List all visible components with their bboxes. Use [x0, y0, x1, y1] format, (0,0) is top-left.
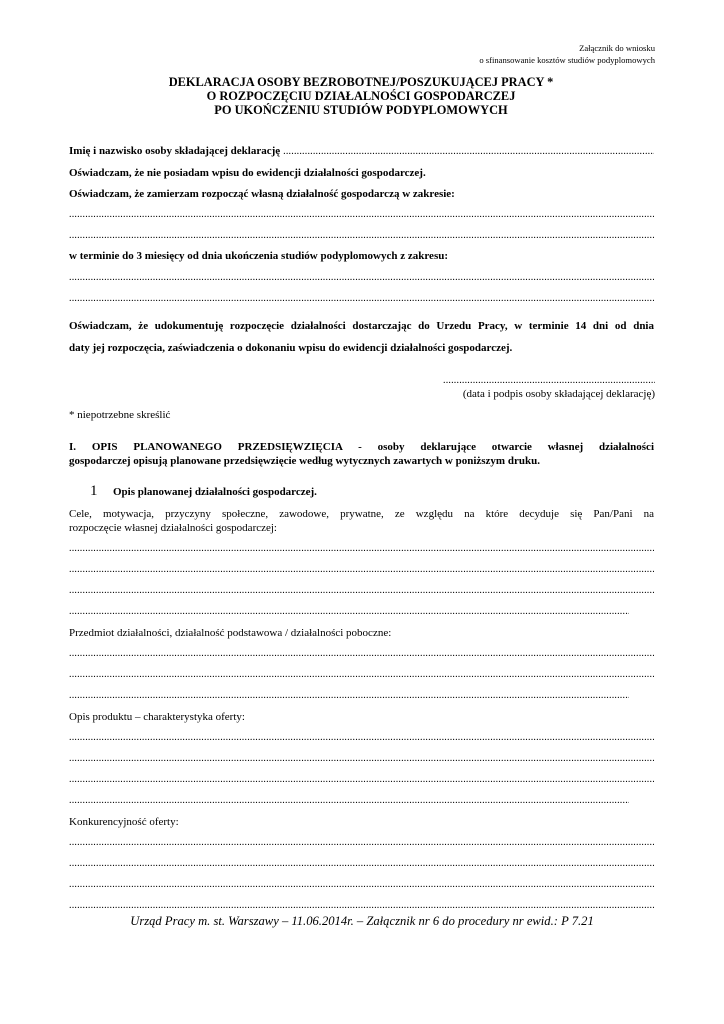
subject-label: Przedmiot działalności, działalność podstawowa / działalności poboczne:: [69, 627, 392, 639]
competitiveness-line-3[interactable]: [69, 879, 654, 891]
section1-heading-line1: I. OPIS PLANOWANEGO PRZEDSIĘWZIĘCIA - osoby deklarujące otwarcie własnej działalności: [69, 441, 654, 453]
goals-line-2[interactable]: [69, 564, 654, 576]
competitiveness-line-4[interactable]: [69, 900, 654, 912]
product-line-3[interactable]: [69, 774, 654, 786]
product-line-4[interactable]: [69, 795, 629, 807]
title-line2: O ROZPOCZĘCIU DZIAŁALNOŚCI GOSPODARCZEJ: [206, 89, 516, 103]
attachment-note: [479, 42, 655, 66]
studies-line-2[interactable]: [69, 293, 654, 305]
competitiveness-line-1[interactable]: [69, 837, 654, 849]
page-footer: Urząd Pracy m. st. Warszawy – 11.06.2014r. – Załącznik nr 6 do procedury nr ewid.: P 7.21: [130, 914, 594, 928]
competitiveness-label: Konkurencyjność oferty:: [69, 816, 179, 828]
competitiveness-line-2[interactable]: [69, 858, 654, 870]
product-line-1[interactable]: [69, 732, 654, 744]
attachment-note-line2: o sfinansowanie kosztów studiów podyplomowych: [479, 55, 655, 65]
goals-line-3[interactable]: [69, 585, 654, 597]
name-field[interactable]: [283, 146, 654, 158]
name-label: Imię i nazwisko osoby składającej deklarację: [69, 145, 281, 157]
title-line1: DEKLARACJA OSOBY BEZROBOTNEJ/POSZUKUJĄCEJ PRACY *: [168, 75, 554, 89]
document-statement-line2: daty jej rozpoczęcia, zaświadczenia o dokonaniu wpisu do ewidencji działalności gospodarczej.: [69, 342, 513, 354]
name-row: [69, 145, 654, 158]
signature-field[interactable]: [443, 375, 655, 387]
goals-text-line1: Cele, motywacja, przyczyny społeczne, zawodowe, prywatne, ze względu na które decyduje się Pan/Pani na: [69, 508, 654, 520]
subject-line-1[interactable]: [69, 648, 654, 660]
product-label: Opis produktu – charakterystyka oferty:: [69, 711, 245, 723]
item-title: Opis planowanej działalności gospodarczej.: [113, 486, 317, 498]
attachment-note-line1: Załącznik do wniosku: [579, 43, 655, 53]
scope-line-1[interactable]: [69, 209, 654, 221]
no-entry-statement: Oświadczam, że nie posiadam wpisu do ewidencji działalności gospodarczej.: [69, 167, 426, 179]
deadline-statement: w terminie do 3 miesięcy od dnia ukończenia studiów podyplomowych z zakresu:: [69, 250, 449, 262]
document-title: [68, 75, 654, 117]
product-line-2[interactable]: [69, 753, 654, 765]
item-number: 1: [90, 483, 98, 499]
document-statement-line1: Oświadczam, że udokumentuję rozpoczęcie działalności dostarczając do Urzedu Pracy, w terminie 14 dni od dnia: [69, 320, 654, 332]
section1-heading-line2: gospodarczej opisują planowane przedsięwzięcie według wytycznych zawartych w poniższym druku.: [69, 455, 540, 467]
footnote: * niepotrzebne skreślić: [69, 409, 171, 421]
goals-text-line2: rozpoczęcie własnej działalności gospodarczej:: [69, 522, 277, 534]
scope-line-2[interactable]: [69, 230, 654, 242]
title-line3: PO UKOŃCZENIU STUDIÓW PODYPLOMOWYCH: [214, 103, 508, 117]
signature-caption: (data i podpis osoby składającej deklarację): [462, 388, 655, 400]
goals-line-4[interactable]: [69, 606, 629, 618]
studies-line-1[interactable]: [69, 272, 654, 284]
subject-line-3[interactable]: [69, 690, 629, 702]
goals-line-1[interactable]: [69, 543, 654, 555]
subject-line-2[interactable]: [69, 669, 654, 681]
intend-statement: Oświadczam, że zamierzam rozpocząć własną działalność gospodarczą w zakresie:: [69, 188, 455, 200]
